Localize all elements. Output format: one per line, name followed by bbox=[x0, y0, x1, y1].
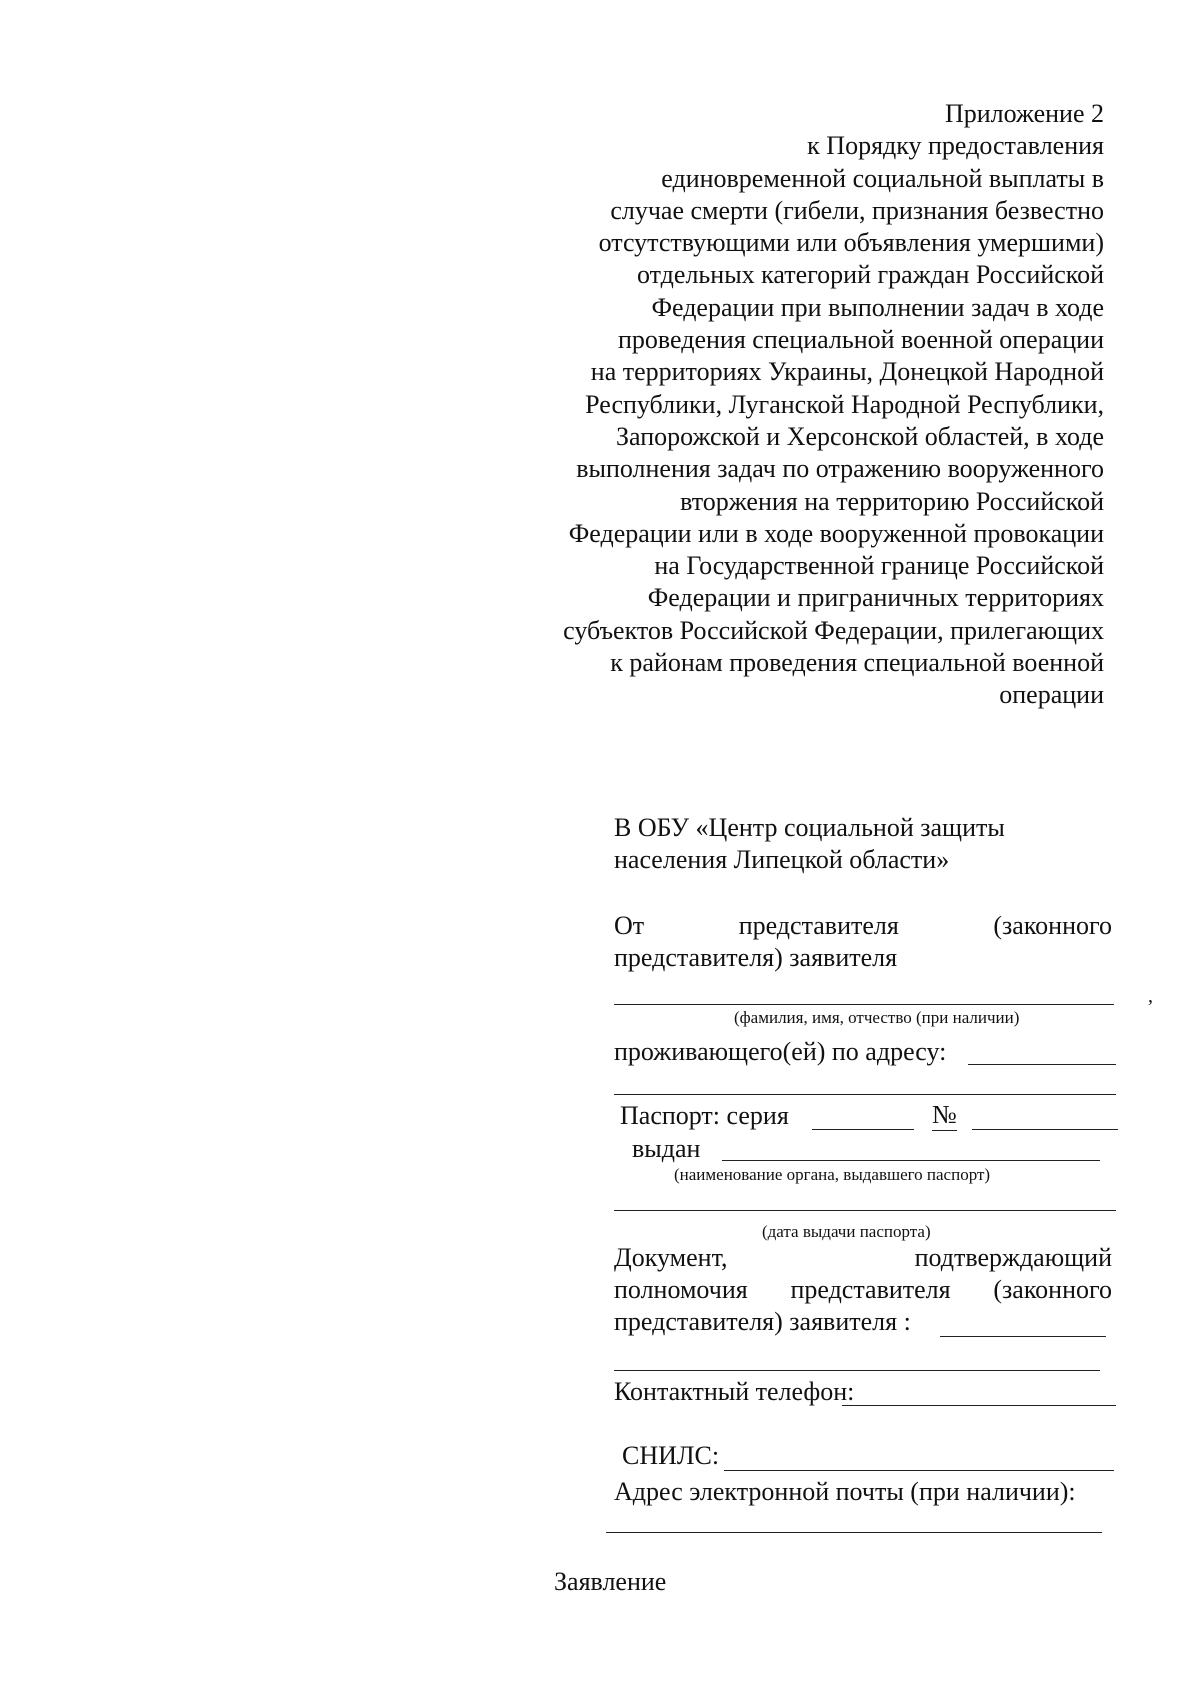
phone-label: Контактный телефон: bbox=[614, 1377, 855, 1406]
authority-line-2: полномочия представителя (законного bbox=[614, 1275, 1112, 1304]
authority-line-1: Документ, подтверждающий bbox=[614, 1243, 1112, 1272]
annex-line: к Порядку предоставления bbox=[807, 131, 1104, 161]
annex-line: Федерации при выполнении задач в ходе bbox=[651, 292, 1104, 322]
address-field-line-2[interactable] bbox=[614, 1094, 1116, 1095]
passport-series-field[interactable] bbox=[812, 1129, 914, 1130]
annex-line: отдельных категорий граждан Российской bbox=[637, 260, 1104, 290]
snils-label: СНИЛС: bbox=[622, 1441, 720, 1470]
annex-line: Запорожской и Херсонской областей, в ходе bbox=[616, 421, 1104, 451]
annex-line: Федерации или в ходе вооруженной провокации bbox=[568, 518, 1104, 548]
annex-line: Федерации и приграничных территориях bbox=[647, 583, 1104, 613]
addressee-to bbox=[614, 812, 1112, 876]
issue-date-caption: (дата выдачи паспорта) bbox=[762, 1222, 931, 1241]
issuer-caption: (наименование органа, выдавшего паспорт) bbox=[674, 1165, 991, 1184]
annex-line: Республики, Луганской Народной Республики, bbox=[585, 389, 1104, 419]
annex-line: субъектов Российской Федерации, прилегающих bbox=[563, 615, 1104, 645]
fio-field-line[interactable] bbox=[614, 1004, 1114, 1005]
annex-line: единовременной социальной выплаты в bbox=[661, 163, 1104, 193]
issue-date-field[interactable] bbox=[614, 1210, 1116, 1211]
addressee-line-2: населения Липецкой области» bbox=[614, 845, 950, 874]
passport-number-field[interactable] bbox=[972, 1129, 1118, 1130]
email-label: Адрес электронной почты (при наличии): bbox=[614, 1477, 1076, 1506]
authority-field-line-1[interactable] bbox=[940, 1336, 1106, 1337]
annex-line: к районам проведения специальной военной bbox=[610, 648, 1104, 678]
authority-document bbox=[614, 1242, 1112, 1338]
annex-line: Приложение 2 bbox=[944, 99, 1104, 128]
annex-line: на территориях Украины, Донецкой Народной bbox=[590, 357, 1104, 387]
from-representative bbox=[614, 910, 1112, 974]
annex-line: проведения специальной военной операции bbox=[618, 325, 1104, 355]
passport-series-label: Паспорт: серия bbox=[620, 1101, 789, 1130]
document-title: Заявление bbox=[554, 1567, 667, 1596]
passport-number-sign: № bbox=[932, 1100, 957, 1129]
annex-line: вторжения на территорию Российской bbox=[680, 486, 1104, 516]
authority-line-3: представителя) заявителя : bbox=[614, 1307, 911, 1336]
from-line-2: представителя) заявителя bbox=[614, 943, 898, 972]
annex-line: выполнения задач по отражению вооруженного bbox=[576, 454, 1104, 484]
fio-caption: (фамилия, имя, отчество (при наличии) bbox=[734, 1008, 1020, 1027]
issued-by-field[interactable] bbox=[722, 1160, 1100, 1161]
fio-comma: , bbox=[1148, 985, 1153, 1007]
issued-label: выдан bbox=[632, 1134, 701, 1163]
email-field[interactable] bbox=[606, 1532, 1102, 1533]
phone-field[interactable] bbox=[842, 1405, 1116, 1406]
annex-line: на Государственной границе Российской bbox=[654, 551, 1104, 581]
from-line-1: От представителя (законного bbox=[614, 911, 1112, 940]
address-label: проживающего(ей) по адресу: bbox=[614, 1037, 947, 1066]
annex-header bbox=[404, 98, 1104, 712]
annex-line: отсутствующими или объявления умершими) bbox=[598, 228, 1104, 258]
snils-field[interactable] bbox=[724, 1470, 1114, 1471]
address-field-line-1[interactable] bbox=[968, 1064, 1116, 1065]
authority-field-line-2[interactable] bbox=[614, 1370, 1100, 1371]
annex-line: случае смерти (гибели, признания безвестно bbox=[610, 195, 1104, 225]
addressee-line-1: В ОБУ «Центр социальной защиты bbox=[614, 813, 1005, 842]
annex-line: операции bbox=[999, 680, 1104, 710]
